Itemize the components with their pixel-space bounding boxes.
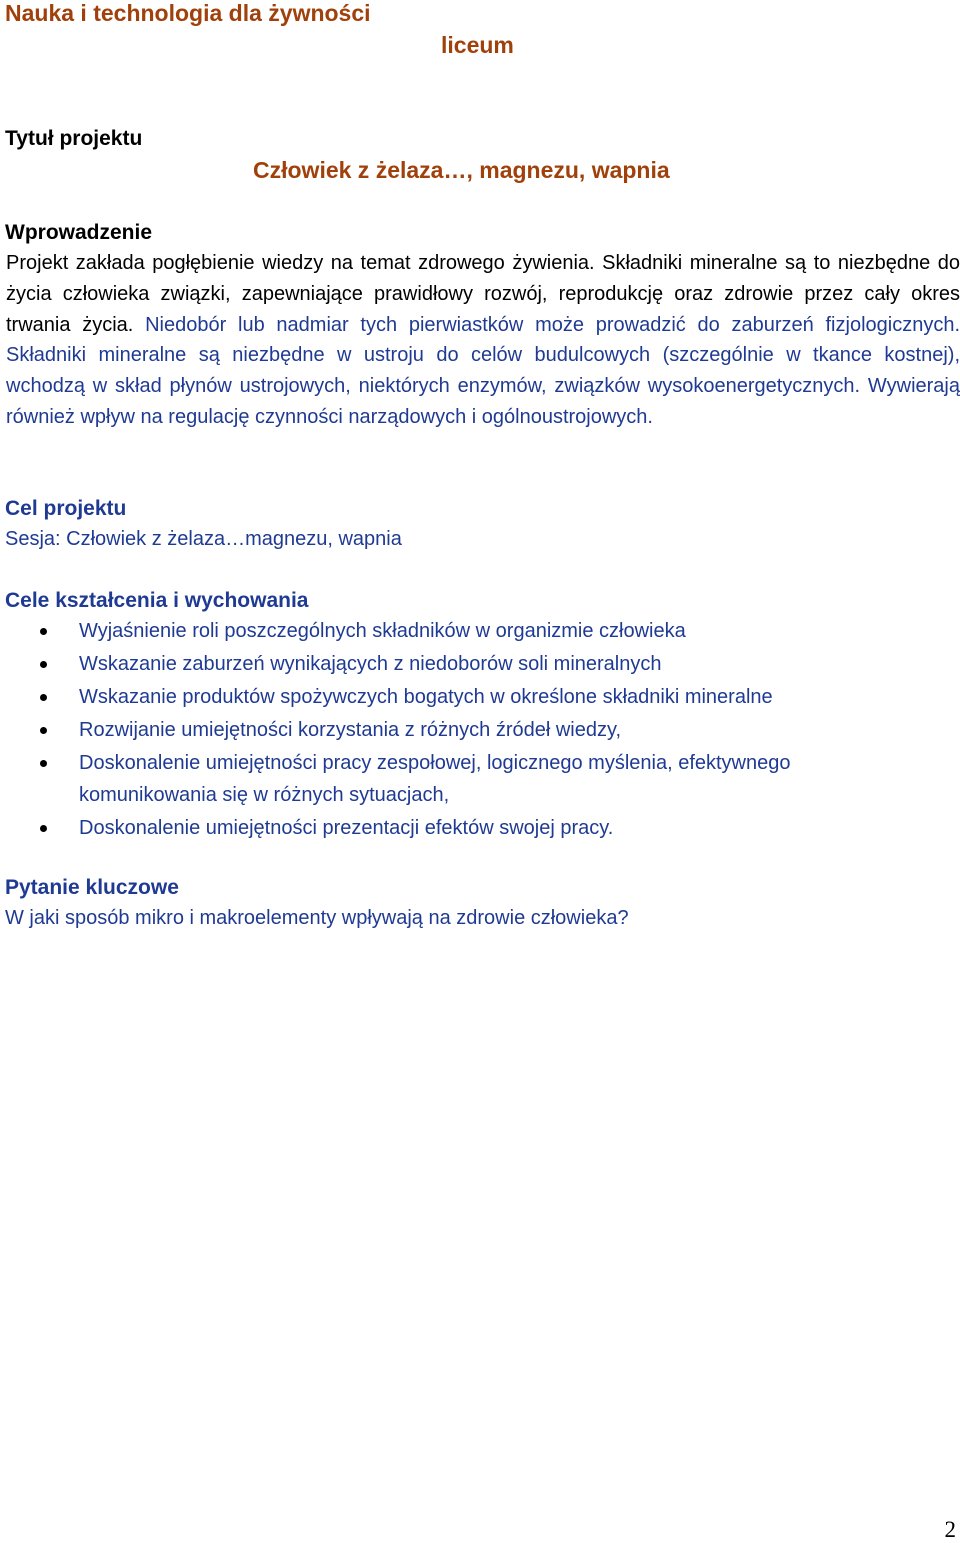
objectives-heading: Cele kształcenia i wychowania <box>5 589 309 612</box>
bullet-icon <box>40 694 47 701</box>
key-question-heading: Pytanie kluczowe <box>5 876 179 899</box>
bullet-icon <box>40 825 47 832</box>
intro-paragraph <box>6 248 960 433</box>
intro-text-black: Projekt zakłada pogłębienie wiedzy na temat zdrowego żywienia. Składniki mineralne są to niezbędne do życia człowieka związki, zapewniające prawidłowy rozwój, reprodukcję oraz zdrowie przez cały okres trwania życia. <box>6 252 960 336</box>
list-item: Wskazanie zaburzeń wynikających z niedoborów soli mineralnych <box>0 649 929 681</box>
list-item: Doskonalenie umiejętności pracy zespołowej, logicznego myślenia, efektywnego komunikowania się w różnych sytuacjach, <box>0 748 929 811</box>
goal-text: Sesja: Człowiek z żelaza…magnezu, wapnia <box>5 528 402 550</box>
bullet-icon <box>40 760 47 767</box>
bullet-icon <box>40 628 47 635</box>
document-subject: Nauka i technologia dla żywności <box>5 0 371 26</box>
page-number: 2 <box>944 1517 956 1542</box>
list-item: Wskazanie produktów spożywczych bogatych w określone składniki mineralne <box>0 682 929 714</box>
bullet-icon <box>40 727 47 734</box>
bullet-icon <box>40 661 47 668</box>
list-item: Rozwijanie umiejętności korzystania z różnych źródeł wiedzy, <box>0 715 929 747</box>
document-level: liceum <box>441 32 514 58</box>
intro-heading: Wprowadzenie <box>5 221 153 244</box>
list-item: Wyjaśnienie roli poszczególnych składników w organizmie człowieka <box>0 616 929 648</box>
project-title-heading: Tytuł projektu <box>5 127 143 150</box>
key-question-text: W jaki sposób mikro i makroelementy wpływają na zdrowie człowieka? <box>5 907 629 929</box>
objectives-list <box>0 616 960 846</box>
project-title: Człowiek z żelaza…, magnezu, wapnia <box>253 157 670 183</box>
intro-text-blue: Niedobór lub nadmiar tych pierwiastków może prowadzić do zaburzeń fizjologicznych. Składniki mineralne są niezbędne w ustroju do celów budulcowych (szczególnie w tkance kostnej), wchodzą w skład płynów ustrojowych, niektórych enzymów, związków wysokoenergetycznych. Wywierają również wpływ na regulację czynności narządowych i ogólnoustrojowych. <box>6 313 960 428</box>
goal-heading: Cel projektu <box>5 497 127 520</box>
list-item: Doskonalenie umiejętności prezentacji efektów swojej pracy. <box>0 813 929 845</box>
